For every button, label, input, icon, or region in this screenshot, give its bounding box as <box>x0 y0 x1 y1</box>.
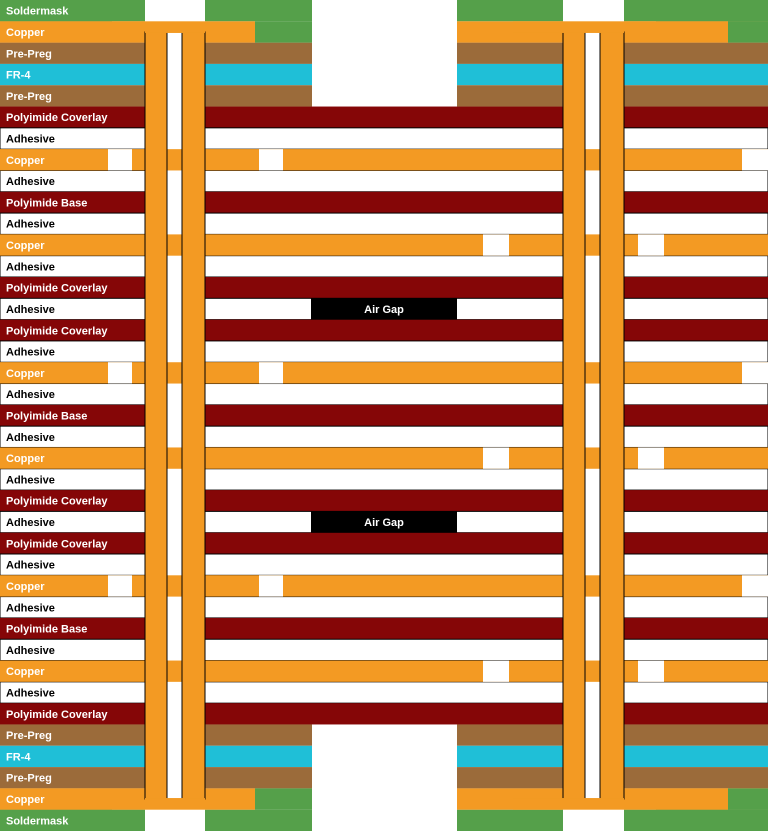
outer-copper-stub-a-37 <box>205 788 255 809</box>
layer-label-30: Adhesive <box>6 644 55 657</box>
layer-coverlay-5-col2 <box>624 107 768 128</box>
soldermask-pad-38-1 <box>205 810 312 831</box>
soldermask-pad-38-3 <box>656 810 768 831</box>
layer-prepreg-34-col2 <box>624 724 768 745</box>
layer-adhesive-14-col2 <box>624 298 768 319</box>
layer-label-24: Adhesive <box>6 517 55 530</box>
stub-fr4-35-1 <box>457 746 563 767</box>
stub-prepreg-2-0 <box>205 43 312 64</box>
stub-prepreg-4-0 <box>205 85 312 106</box>
layer-adhesive-30-col1 <box>205 639 563 660</box>
layer-coverlay-15-col1 <box>205 320 563 341</box>
layer-label-21: Copper <box>6 453 45 466</box>
layer-label-35: FR-4 <box>6 751 31 764</box>
layer-adhesive-20-col2 <box>624 426 768 447</box>
outer-copper-right-1 <box>624 21 728 42</box>
stub-prepreg-2-1 <box>457 43 563 64</box>
soldermask-pad-0-3 <box>656 0 768 21</box>
soldermask-drop-top-0 <box>255 21 312 42</box>
layer-adhesive-22-col2 <box>624 469 768 490</box>
layer-adhesive-18-col2 <box>624 384 768 405</box>
layer-coverlay-23-col2 <box>624 490 768 511</box>
layer-coverlay-5-col1 <box>205 107 563 128</box>
layer-adhesive-8-col2 <box>624 170 768 191</box>
via-wall-1 <box>182 32 205 799</box>
layer-label-0: Soldermask <box>6 5 69 18</box>
layer-label-19: Polyimide Base <box>6 410 88 423</box>
stub-prepreg-36-1 <box>457 767 563 788</box>
layer-label-2: Pre-Preg <box>6 48 52 61</box>
layer-label-18: Adhesive <box>6 389 55 402</box>
layer-coverlay-33-col2 <box>624 703 768 724</box>
layer-coverlay-15-col2 <box>624 320 768 341</box>
stub-prepreg-34-1 <box>457 724 563 745</box>
layer-label-32: Adhesive <box>6 687 55 700</box>
stub-prepreg-36-0 <box>205 767 312 788</box>
copper-gap-17-0 <box>108 362 132 383</box>
soldermask-pad-0-1 <box>205 0 312 21</box>
via-wall-3 <box>600 32 624 799</box>
layer-label-7: Copper <box>6 154 45 167</box>
layer-adhesive-12-col2 <box>624 256 768 277</box>
layer-label-8: Adhesive <box>6 176 55 189</box>
layer-coverlay-25-col1 <box>205 533 563 554</box>
layer-label-5: Polyimide Coverlay <box>6 112 108 125</box>
layer-label-33: Polyimide Coverlay <box>6 708 108 721</box>
layer-label-31: Copper <box>6 666 45 679</box>
copper-gap-17-2 <box>742 362 768 383</box>
layer-adhesive-6-col1 <box>205 128 563 149</box>
layer-label-11: Copper <box>6 240 45 253</box>
layer-label-29: Polyimide Base <box>6 623 88 636</box>
layer-coverlay-13-col2 <box>624 277 768 298</box>
layer-label-27: Copper <box>6 580 45 593</box>
layer-adhesive-6-col2 <box>624 128 768 149</box>
layer-base-9-col2 <box>624 192 768 213</box>
copper-gap-11-0 <box>483 234 509 255</box>
layer-label-13: Polyimide Coverlay <box>6 282 108 295</box>
layer-adhesive-32-col2 <box>624 682 768 703</box>
soldermask-drop-bottom-0 <box>255 788 312 809</box>
stub-fr4-35-0 <box>205 746 312 767</box>
layer-adhesive-10-col1 <box>205 213 563 234</box>
copper-gap-21-1 <box>638 447 664 468</box>
outer-copper-stub-a-1 <box>205 21 255 42</box>
layer-label-10: Adhesive <box>6 218 55 231</box>
outer-copper-right-37 <box>624 788 728 809</box>
layer-adhesive-18-col1 <box>205 384 563 405</box>
copper-gap-7-2 <box>742 149 768 170</box>
layer-base-19-col2 <box>624 405 768 426</box>
layer-coverlay-33-col1 <box>205 703 563 724</box>
air-gap-label-1: Air Gap <box>364 517 404 530</box>
copper-gap-11-1 <box>638 234 664 255</box>
layer-label-4: Pre-Preg <box>6 90 52 103</box>
layer-label-34: Pre-Preg <box>6 730 52 743</box>
layer-prepreg-4-col2 <box>624 85 768 106</box>
layer-base-19-col1 <box>205 405 563 426</box>
layer-label-22: Adhesive <box>6 474 55 487</box>
layer-adhesive-16-col2 <box>624 341 768 362</box>
layer-label-26: Adhesive <box>6 559 55 572</box>
layer-base-29-col2 <box>624 618 768 639</box>
layer-adhesive-26-col1 <box>205 554 563 575</box>
layer-label-20: Adhesive <box>6 431 55 444</box>
layer-adhesive-28-col2 <box>624 597 768 618</box>
layer-adhesive-22-col1 <box>205 469 563 490</box>
copper-gap-17-1 <box>259 362 283 383</box>
layer-label-12: Adhesive <box>6 261 55 274</box>
layer-adhesive-10-col2 <box>624 213 768 234</box>
layer-fr4-35-col2 <box>624 746 768 767</box>
layer-fr4-3-col2 <box>624 64 768 85</box>
layer-label-6: Adhesive <box>6 133 55 146</box>
via-cap-top-1 <box>513 21 624 33</box>
layer-coverlay-23-col1 <box>205 490 563 511</box>
layer-label-14: Adhesive <box>6 303 55 316</box>
layer-coverlay-25-col2 <box>624 533 768 554</box>
layer-label-38: Soldermask <box>6 815 69 828</box>
layer-label-9: Polyimide Base <box>6 197 88 210</box>
soldermask-pad-0-2 <box>457 0 563 21</box>
air-gap-label-0: Air Gap <box>364 303 404 316</box>
stub-fr4-3-0 <box>205 64 312 85</box>
layer-label-28: Adhesive <box>6 602 55 615</box>
layer-label-23: Polyimide Coverlay <box>6 495 108 508</box>
stub-prepreg-34-0 <box>205 724 312 745</box>
layer-adhesive-30-col2 <box>624 639 768 660</box>
layer-adhesive-28-col1 <box>205 597 563 618</box>
soldermask-drop-bottom-1 <box>728 788 768 809</box>
layer-adhesive-20-col1 <box>205 426 563 447</box>
layer-adhesive-8-col1 <box>205 170 563 191</box>
copper-gap-27-0 <box>108 575 132 596</box>
layer-base-9-col1 <box>205 192 563 213</box>
layer-base-29-col1 <box>205 618 563 639</box>
via-wall-2 <box>563 32 585 799</box>
layer-adhesive-24-col2 <box>624 511 768 532</box>
copper-gap-31-1 <box>638 661 664 682</box>
via-wall-0 <box>145 32 167 799</box>
layer-coverlay-13-col1 <box>205 277 563 298</box>
layer-label-37: Copper <box>6 794 45 807</box>
copper-gap-31-0 <box>483 661 509 682</box>
layer-label-16: Adhesive <box>6 346 55 359</box>
copper-gap-7-1 <box>259 149 283 170</box>
copper-gap-21-0 <box>483 447 509 468</box>
layer-adhesive-26-col2 <box>624 554 768 575</box>
layer-label-25: Polyimide Coverlay <box>6 538 108 551</box>
layer-label-17: Copper <box>6 367 45 380</box>
stub-prepreg-4-1 <box>457 85 563 106</box>
layer-label-15: Polyimide Coverlay <box>6 325 108 338</box>
layer-prepreg-36-col2 <box>624 767 768 788</box>
stub-fr4-3-1 <box>457 64 563 85</box>
layer-label-36: Pre-Preg <box>6 772 52 785</box>
copper-gap-27-1 <box>259 575 283 596</box>
layer-adhesive-32-col1 <box>205 682 563 703</box>
via-cap-bottom-1 <box>513 798 624 810</box>
layer-label-3: FR-4 <box>6 69 31 82</box>
soldermask-pad-38-2 <box>457 810 563 831</box>
copper-gap-7-0 <box>108 149 132 170</box>
layer-adhesive-16-col1 <box>205 341 563 362</box>
layer-adhesive-12-col1 <box>205 256 563 277</box>
soldermask-drop-top-1 <box>728 21 768 42</box>
copper-gap-27-2 <box>742 575 768 596</box>
via-cap-top-0 <box>145 21 205 33</box>
layer-prepreg-2-col2 <box>624 43 768 64</box>
layer-label-1: Copper <box>6 26 45 39</box>
via-cap-bottom-0 <box>145 798 205 810</box>
